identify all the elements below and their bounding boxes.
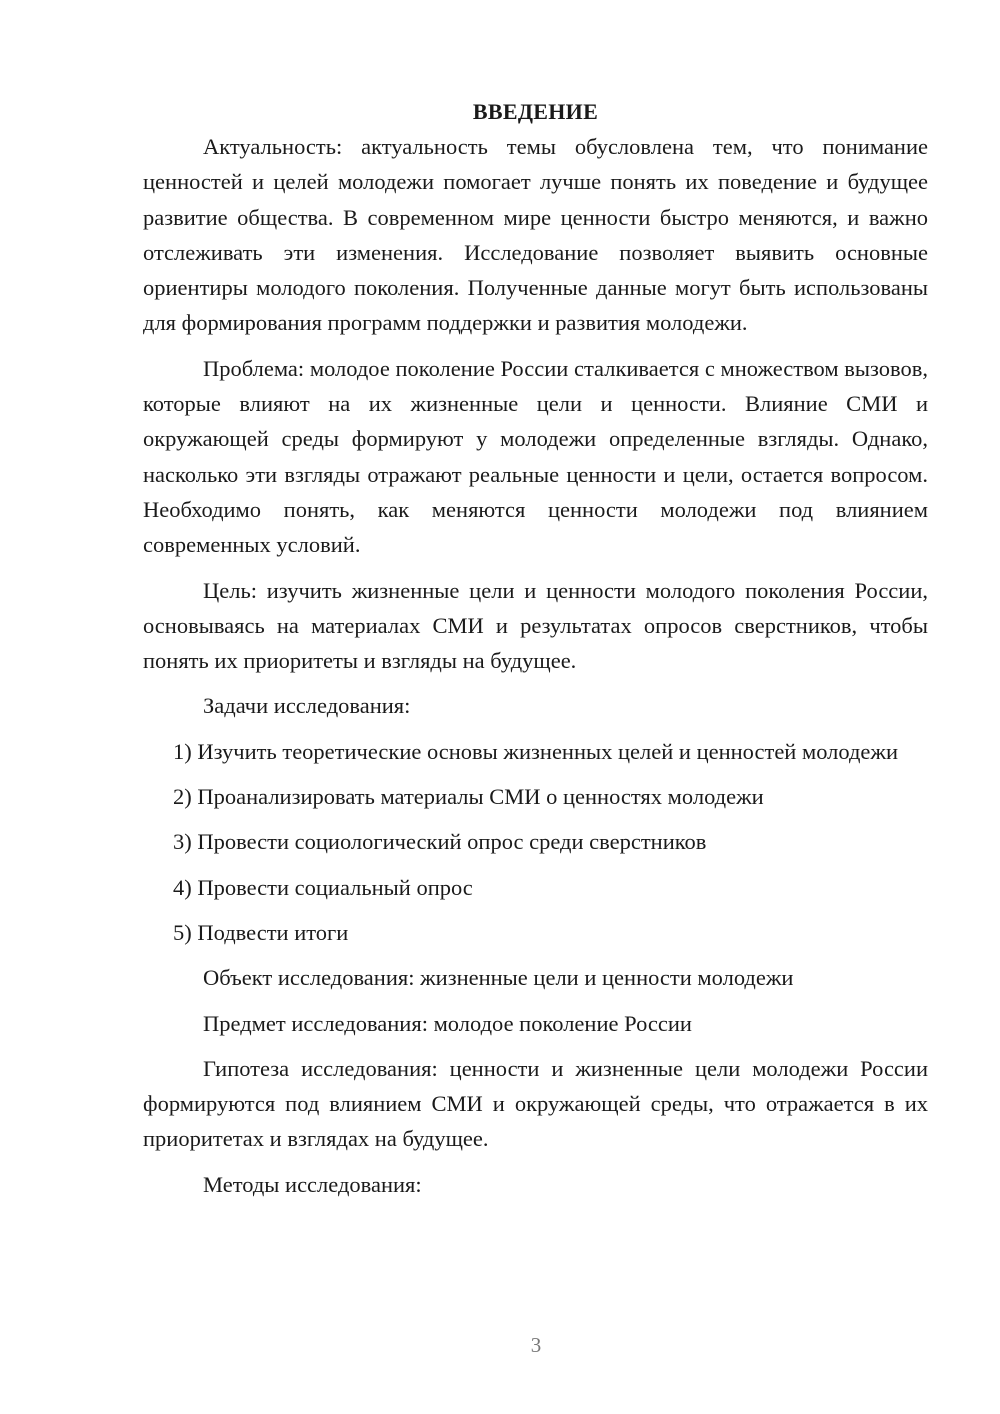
paragraph-goal: Цель: изучить жизненные цели и ценности молодого поколения России, основываясь на материалах СМИ и результатах опросов сверстников, чтобы понять их приоритеты и взгляды на будущее. xyxy=(143,577,928,674)
page-number: 3 xyxy=(530,1333,542,1357)
task-item: 2) Проанализировать материалы СМИ о ценностях молодежи xyxy=(173,784,764,810)
paragraph-methods: Методы исследования: xyxy=(203,1171,422,1197)
paragraph-object: Объект исследования: жизненные цели и ценности молодежи xyxy=(203,965,794,991)
paragraph-problem: Проблема: молодое поколение России сталкивается с множеством вызовов, которые влияют на их жизненные цели и ценности. Влияние СМИ и окружающей среды формируют у молодежи определенные взгляды. Однако, насколько эти взгляды отражают реальные ценности и цели, остается вопросом. Необходимо понять, как меняются ценности молодежи под влиянием современных условий. xyxy=(143,355,928,558)
paragraph-hypothesis: Гипотеза исследования: ценности и жизненные цели молодежи России формируются под влиянием СМИ и окружающей среды, что отражается в их приоритетах и взглядах на будущее. xyxy=(143,1055,928,1152)
page-body xyxy=(143,94,928,1202)
section-heading: ВВЕДЕНИЕ xyxy=(472,99,599,124)
tasks-title: Задачи исследования: xyxy=(203,693,411,719)
task-item: 4) Провести социальный опрос xyxy=(173,874,473,900)
task-item: 3) Провести социологический опрос среди сверстников xyxy=(173,829,707,855)
task-item: 5) Подвести итоги xyxy=(173,919,349,945)
task-item: 1) Изучить теоретические основы жизненных целей и ценностей молодежи xyxy=(173,738,899,764)
paragraph-subject: Предмет исследования: молодое поколение России xyxy=(203,1010,692,1036)
paragraph-relevance: Актуальность: актуальность темы обусловлена тем, что понимание ценностей и целей молодежи помогает лучше понять их поведение и будущее развитие общества. В современном мире ценности быстро меняются, и важно отслеживать эти изменения. Исследование позволяет выявить основные ориентиры молодого поколения. Полученные данные могут быть использованы для формирования программ поддержки и развития молодежи. xyxy=(143,134,928,336)
